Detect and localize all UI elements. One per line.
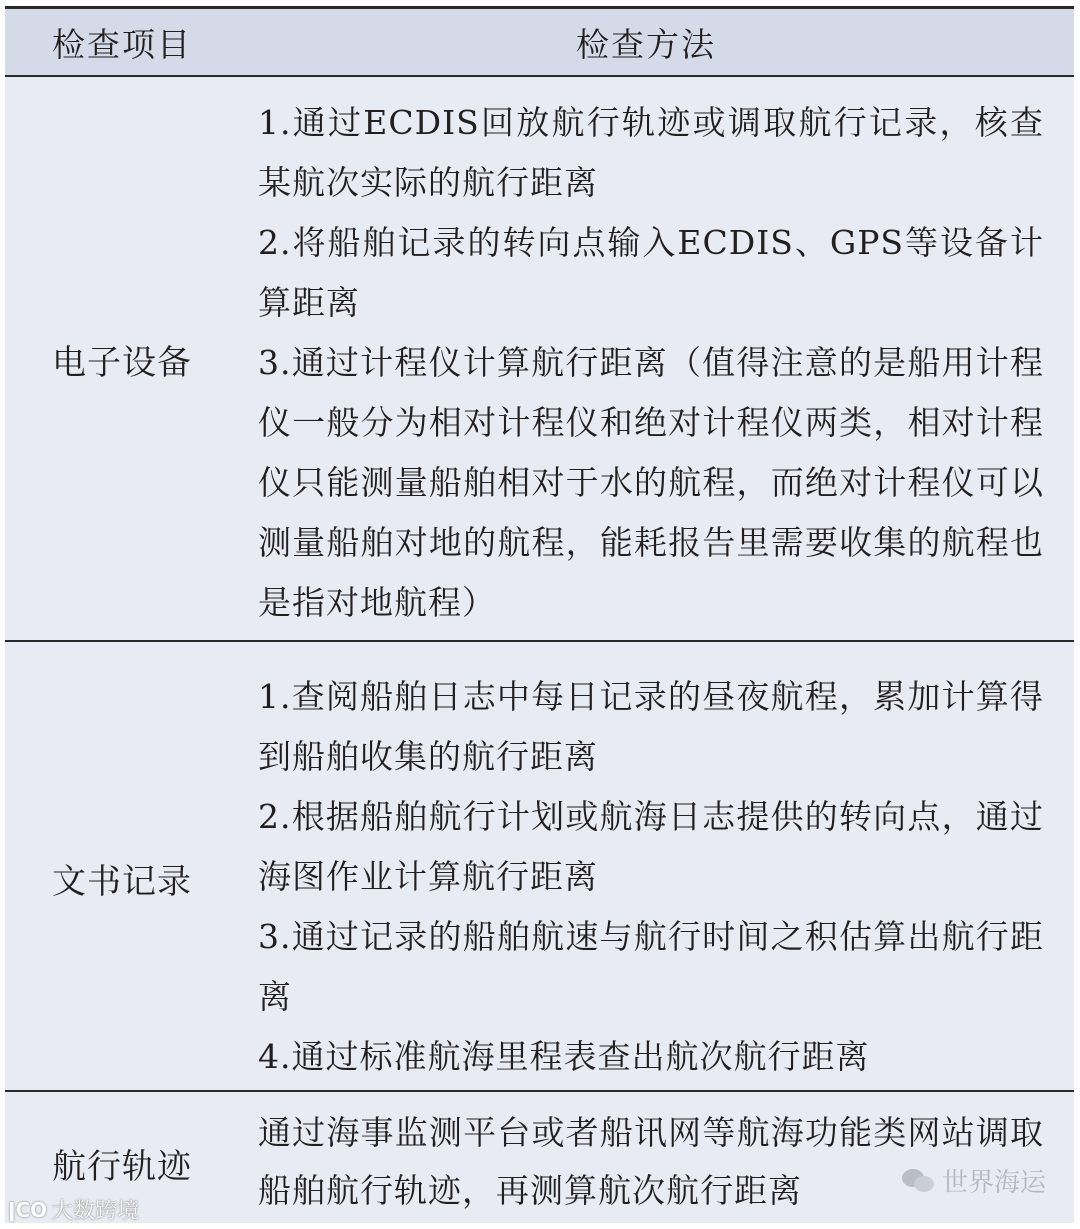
table-row — [5, 1092, 1074, 1223]
method-item: 3.通过记录的船舶航速与航行时间之积估算出航行距离 — [258, 917, 1044, 1016]
method-item: 2.将船舶记录的转向点输入ECDIS、GPS等设备计算距离 — [258, 223, 1044, 322]
watermark-brand — [8, 1194, 139, 1225]
table-row — [5, 642, 1074, 1092]
brand-logo-icon: ǀCO — [8, 1197, 48, 1222]
row-category: 电子设备 — [52, 342, 192, 383]
method-item: 3.通过计程仪计算航行距离（值得注意的是船用计程仪一般分为相对计程仪和绝对计程仪两类，相对计程仪只能测量船舶相对于水的航程，而绝对计程仪可以测量船舶对地的航程，能耗报告里需要收集的航程也是指对地航程） — [258, 343, 1044, 622]
row-category: 文书记录 — [52, 862, 192, 902]
method-item: 4.通过标准航海里程表查出航次航行距离 — [258, 1037, 870, 1076]
watermark-wechat — [902, 1162, 1046, 1199]
wechat-icon — [902, 1167, 936, 1195]
watermark-brand-text: 大数跨境 — [51, 1199, 140, 1224]
row-methods — [250, 667, 1074, 1090]
method-item: 1.查阅船舶日志中每日记录的昼夜航程，累加计算得到船舶收集的航行距离 — [258, 677, 1044, 776]
method-item: 1.通过ECDIS回放航行轨迹或调取航行记录，核查某航次实际的航行距离 — [258, 103, 1044, 202]
table-header — [5, 6, 1074, 77]
header-inspection-method: 检查方法 — [576, 24, 716, 64]
row-category: 航行轨迹 — [52, 1147, 192, 1187]
table-row — [5, 77, 1074, 642]
watermark-wechat-text: 世界海运 — [941, 1168, 1046, 1198]
inspection-table — [5, 6, 1074, 1223]
method-item: 2.根据船舶航行计划或航海日志提供的转向点，通过海图作业计算航行距离 — [258, 797, 1044, 896]
method-item: 通过海事监测平台或者船讯网等航海功能类网站调取船舶航行轨迹，再测算航次航行距离 — [258, 1113, 1044, 1210]
header-inspection-item: 检查项目 — [52, 24, 192, 64]
row-methods — [250, 78, 1074, 640]
